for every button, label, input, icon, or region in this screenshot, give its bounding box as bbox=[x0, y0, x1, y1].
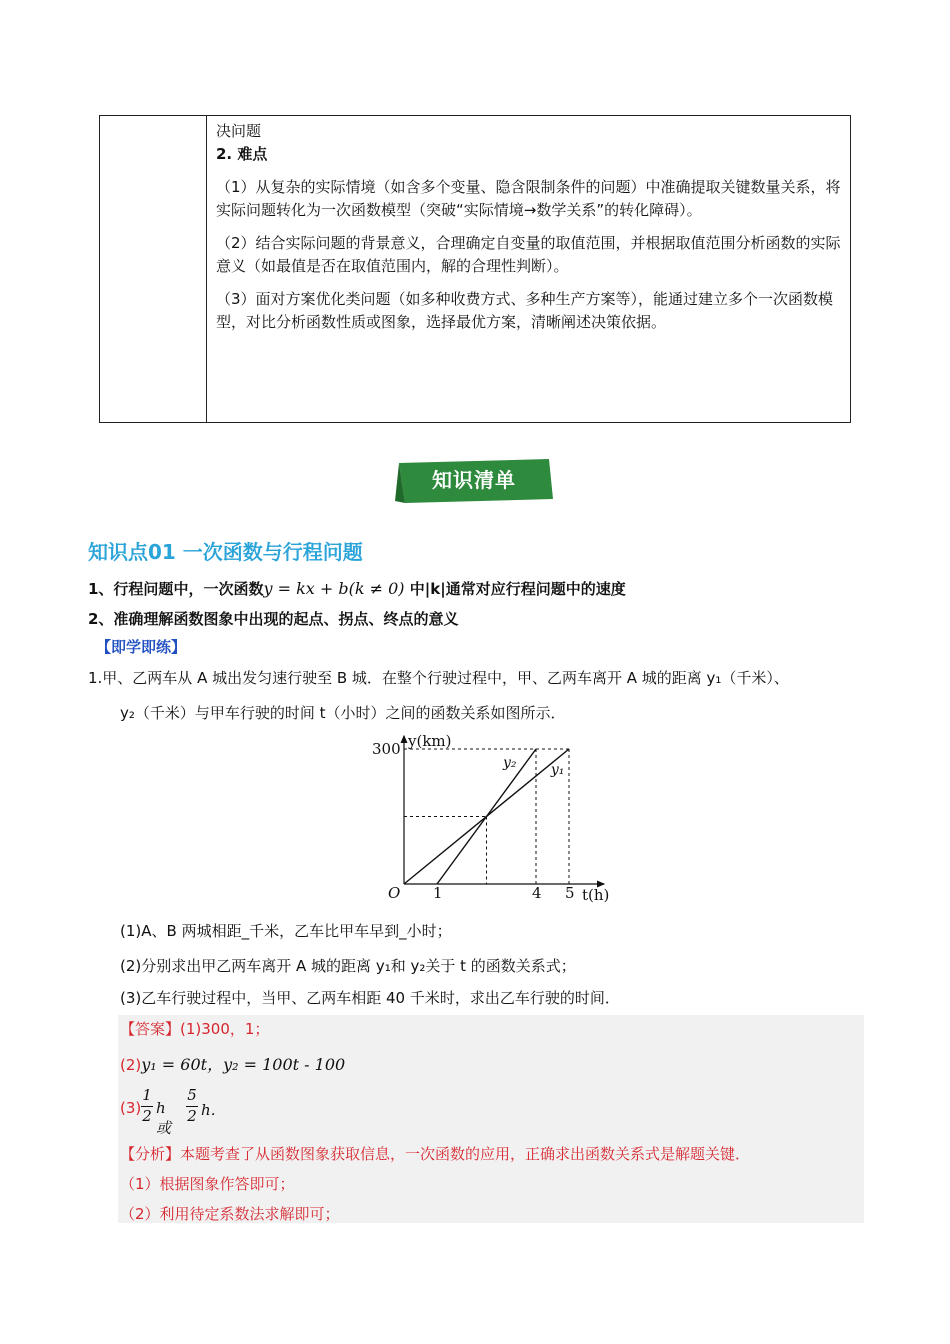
difficulty-item-2: （2）结合实际问题的背景意义，合理确定自变量的取值范围，并根据取值范围分析函数的实际意义（如最值是否在取值范围内，解的合理性判断）。 bbox=[216, 234, 841, 275]
point-1 bbox=[88, 578, 626, 599]
sub-question-2: (2)分别求出甲乙两车离开 A 城的距离 y₁和 y₂关于 t 的函数关系式； bbox=[120, 957, 576, 975]
answer-part-3-mid-text: h或 bbox=[156, 1099, 172, 1137]
banner-label: 知识清单 bbox=[432, 468, 516, 492]
answer-line-1 bbox=[120, 1018, 269, 1039]
answer-label: 【答案】 bbox=[120, 1020, 181, 1038]
y-axis-label: y(km) bbox=[408, 732, 452, 750]
sub-question-3: (3)乙车行驶过程中，当甲、乙两车相距 40 千米时，求出乙车行驶的时间． bbox=[120, 989, 620, 1007]
analysis-text: 本题考查了从函数图象获取信息，一次函数的应用，正确求出函数关系式是解题关键． bbox=[180, 1145, 751, 1163]
origin-label: O bbox=[388, 884, 401, 902]
answer-part-3-end: h． bbox=[201, 1101, 226, 1119]
series-label-y2: y₂ bbox=[503, 755, 517, 771]
distance-time-chart bbox=[360, 728, 620, 910]
x-axis-label: t(h) bbox=[582, 886, 610, 904]
difficulty-item-3: （3）面对方案优化类问题（如多种收费方式、多种生产方案等），能通过建立多个一次函数模型，对比分析函数性质或图象，选择最优方案，清晰阐述决策依据。 bbox=[216, 290, 834, 331]
analysis-step-1: （1）根据图象作答即可； bbox=[120, 1175, 295, 1193]
fraction-2-denominator: 2 bbox=[187, 1107, 197, 1125]
sub-question-1: (1)A、B 两城相距_千米，乙车比甲车早到_小时； bbox=[120, 922, 452, 940]
series-line-2 bbox=[437, 749, 536, 884]
answer-part-3-prefix: (3) bbox=[120, 1099, 142, 1117]
answer-line-2 bbox=[120, 1052, 345, 1075]
analysis-label: 【分析】 bbox=[120, 1145, 181, 1163]
point-1-prefix: 1、行程问题中，一次函数 bbox=[88, 580, 264, 598]
analysis-step-2: （2）利用待定系数法求解即可； bbox=[120, 1205, 340, 1223]
point-2: 2、准确理解函数图象中出现的起点、拐点、终点的意义 bbox=[88, 610, 459, 628]
answer-part-2-prefix: (2) bbox=[120, 1056, 142, 1074]
point-1-suffix: 中|k|通常对应行程问题中的速度 bbox=[409, 580, 626, 598]
answer-part-2-formula: y₁ = 60t，y₂ = 100t - 100 bbox=[141, 1055, 346, 1074]
x-tick-4: 4 bbox=[532, 884, 542, 902]
point-1-formula: y = kx + b(k ≠ 0) bbox=[263, 579, 405, 598]
fraction-1-numerator: 1 bbox=[142, 1086, 152, 1104]
table-divider bbox=[206, 116, 207, 422]
continued-text: 决问题 bbox=[216, 122, 262, 140]
analysis-line bbox=[120, 1143, 750, 1164]
x-tick-1: 1 bbox=[433, 884, 443, 902]
difficulty-item-1: （1）从复杂的实际情境（如含多个变量、隐含限制条件的问题）中准确提取关键数量关系，将实际问题转化为一次函数模型（突破“实际情境→数学关系”的转化障碍）。 bbox=[216, 178, 841, 219]
difficulty-heading: 2. 难点 bbox=[216, 145, 268, 163]
top-table bbox=[99, 115, 851, 423]
question-line-1: 1.甲、乙两车从 A 城出发匀速行驶至 B 城．在整个行驶过程中，甲、乙两车离开 A 城的距离 y₁（千米）、 bbox=[88, 669, 789, 687]
fraction-1-denominator: 2 bbox=[142, 1107, 152, 1125]
knowledge-point-title: 知识点01 一次函数与行程问题 bbox=[88, 540, 363, 564]
x-tick-5: 5 bbox=[565, 884, 575, 902]
y-tick-300: 300 bbox=[372, 740, 401, 758]
question-line-2: y₂（千米）与甲车行驶的时间 t（小时）之间的函数关系如图所示． bbox=[120, 704, 566, 722]
fraction-2-numerator: 5 bbox=[187, 1086, 197, 1104]
practice-label: 【即学即练】 bbox=[96, 638, 187, 656]
answer-part-1: (1)300，1； bbox=[180, 1020, 270, 1038]
answer-part-3-mid bbox=[156, 1099, 171, 1138]
table-content-cell bbox=[216, 120, 846, 334]
series-label-y1: y₁ bbox=[550, 761, 565, 778]
